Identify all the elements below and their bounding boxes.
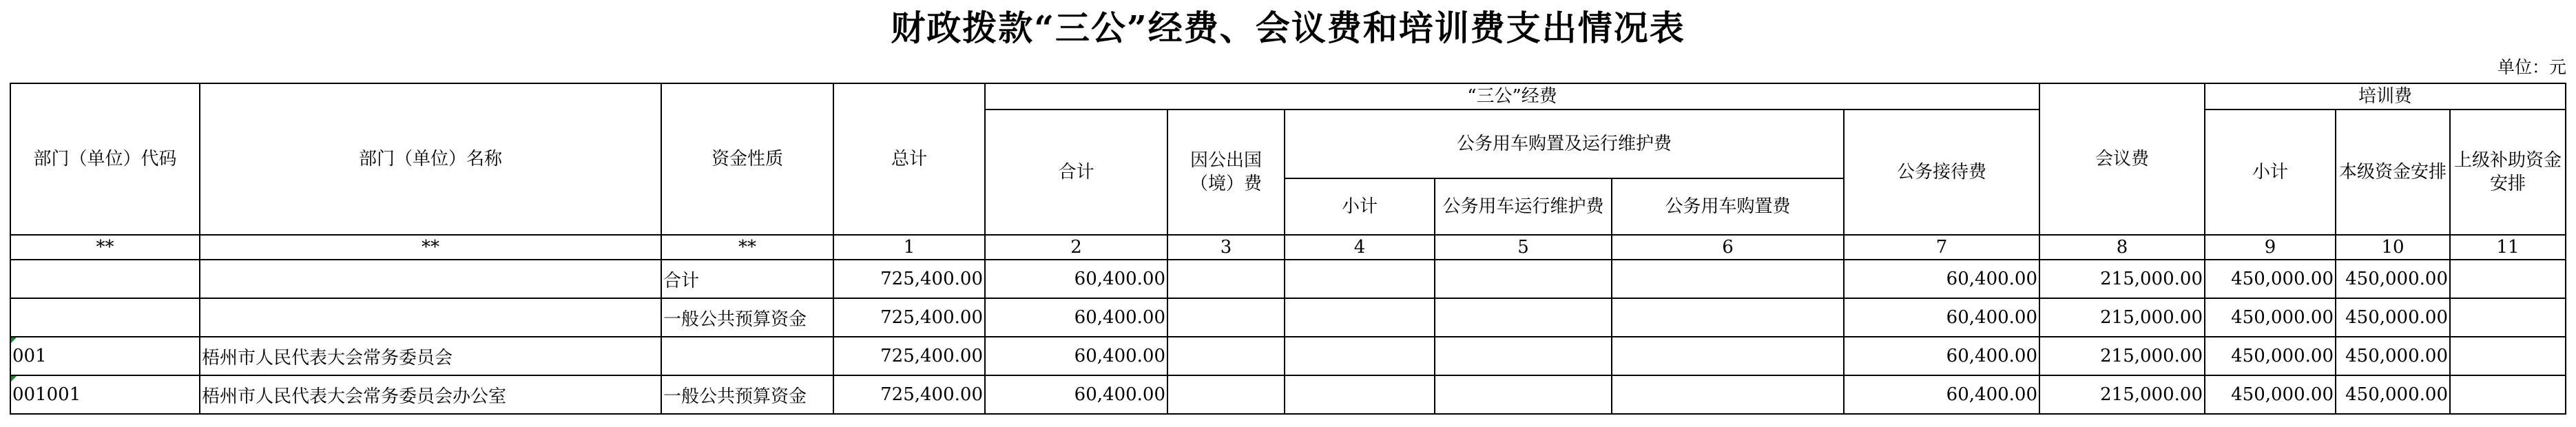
- cell-vehicle-subtotal: [1285, 260, 1435, 298]
- cell-total: 725,400.00: [833, 260, 985, 298]
- cell-abroad: [1167, 375, 1285, 414]
- cell-nature: 一般公共预算资金: [661, 375, 833, 414]
- cell-training-local: 450,000.00: [2336, 298, 2450, 337]
- index-cell: 3: [1167, 235, 1285, 260]
- cell-meeting: 215,000.00: [2039, 375, 2205, 414]
- header-vehicle: 公务用车购置及运行维护费: [1285, 110, 1844, 178]
- cell-vehicle-subtotal: [1285, 375, 1435, 414]
- table-row: [10, 337, 2566, 375]
- cell-subtotal: 60,400.00: [985, 375, 1167, 414]
- index-cell: 9: [2205, 235, 2336, 260]
- index-cell: 4: [1285, 235, 1435, 260]
- cell-vehicle-buy: [1612, 298, 1844, 337]
- cell-abroad: [1167, 337, 1285, 375]
- header-training-local: 本级资金安排: [2336, 110, 2450, 235]
- cell-meeting: 215,000.00: [2039, 337, 2205, 375]
- table-row: [10, 260, 2566, 298]
- expense-table: [10, 83, 2566, 415]
- header-sangong-subtotal: 合计: [985, 110, 1167, 235]
- header-dept-name: 部门（单位）名称: [200, 83, 661, 235]
- cell-name: [200, 298, 661, 337]
- cell-name: 梧州市人民代表大会常务委员会: [200, 337, 661, 375]
- cell-code: 001: [10, 337, 200, 375]
- header-abroad: 因公出国（境）费: [1167, 110, 1285, 235]
- cell-reception: 60,400.00: [1844, 298, 2039, 337]
- cell-training-subtotal: 450,000.00: [2205, 298, 2336, 337]
- cell-vehicle-subtotal: [1285, 337, 1435, 375]
- cell-vehicle-run: [1435, 260, 1612, 298]
- page-title: 财政拨款“三公”经费、会议费和培训费支出情况表: [891, 8, 1685, 48]
- cell-vehicle-subtotal: [1285, 298, 1435, 337]
- cell-vehicle-run: [1435, 337, 1612, 375]
- index-cell: 2: [985, 235, 1167, 260]
- cell-training-upper: [2450, 375, 2566, 414]
- cell-code: [10, 260, 200, 298]
- cell-reception: 60,400.00: [1844, 260, 2039, 298]
- cell-training-upper: [2450, 298, 2566, 337]
- cell-vehicle-buy: [1612, 337, 1844, 375]
- cell-meeting: 215,000.00: [2039, 260, 2205, 298]
- cell-name: 梧州市人民代表大会常务委员会办公室: [200, 375, 661, 414]
- cell-reception: 60,400.00: [1844, 337, 2039, 375]
- unit-label: 单位：元: [2497, 57, 2566, 77]
- cell-abroad: [1167, 298, 1285, 337]
- header-reception: 公务接待费: [1844, 110, 2039, 235]
- cell-nature: 一般公共预算资金: [661, 298, 833, 337]
- index-cell: 6: [1612, 235, 1844, 260]
- header-fund-nature: 资金性质: [661, 83, 833, 235]
- index-cell: **: [661, 235, 833, 260]
- index-row: [10, 235, 2566, 260]
- cell-nature: 合计: [661, 260, 833, 298]
- header-vehicle-run: 公务用车运行维护费: [1435, 178, 1612, 235]
- index-cell: 7: [1844, 235, 2039, 260]
- cell-vehicle-run: [1435, 298, 1612, 337]
- header-meeting: 会议费: [2039, 83, 2205, 235]
- cell-training-subtotal: 450,000.00: [2205, 337, 2336, 375]
- cell-training-upper: [2450, 260, 2566, 298]
- index-cell: **: [200, 235, 661, 260]
- cell-vehicle-run: [1435, 375, 1612, 414]
- cell-training-subtotal: 450,000.00: [2205, 375, 2336, 414]
- cell-training-subtotal: 450,000.00: [2205, 260, 2336, 298]
- cell-abroad: [1167, 260, 1285, 298]
- cell-nature: [661, 337, 833, 375]
- cell-training-local: 450,000.00: [2336, 260, 2450, 298]
- header-vehicle-subtotal: 小计: [1285, 178, 1435, 235]
- header-training-upper: 上级补助资金安排: [2450, 110, 2566, 235]
- header-dept-code: 部门（单位）代码: [10, 83, 200, 235]
- header-vehicle-buy: 公务用车购置费: [1612, 178, 1844, 235]
- cell-reception: 60,400.00: [1844, 375, 2039, 414]
- cell-code: [10, 298, 200, 337]
- cell-name: [200, 260, 661, 298]
- header-total: 总计: [833, 83, 985, 235]
- cell-vehicle-buy: [1612, 260, 1844, 298]
- cell-meeting: 215,000.00: [2039, 298, 2205, 337]
- cell-total: 725,400.00: [833, 375, 985, 414]
- cell-subtotal: 60,400.00: [985, 337, 1167, 375]
- index-cell: 8: [2039, 235, 2205, 260]
- header-training-subtotal: 小计: [2205, 110, 2336, 235]
- index-cell: 1: [833, 235, 985, 260]
- table-row: [10, 298, 2566, 337]
- cell-subtotal: 60,400.00: [985, 260, 1167, 298]
- cell-total: 725,400.00: [833, 298, 985, 337]
- index-cell: 5: [1435, 235, 1612, 260]
- cell-vehicle-buy: [1612, 375, 1844, 414]
- header-sangong: “三公”经费: [985, 83, 2039, 110]
- cell-subtotal: 60,400.00: [985, 298, 1167, 337]
- index-cell: 11: [2450, 235, 2566, 260]
- index-cell: **: [10, 235, 200, 260]
- cell-training-upper: [2450, 337, 2566, 375]
- cell-training-local: 450,000.00: [2336, 337, 2450, 375]
- cell-training-local: 450,000.00: [2336, 375, 2450, 414]
- index-cell: 10: [2336, 235, 2450, 260]
- table-row: [10, 375, 2566, 414]
- cell-total: 725,400.00: [833, 337, 985, 375]
- header-training: 培训费: [2205, 83, 2566, 110]
- cell-code: 001001: [10, 375, 200, 414]
